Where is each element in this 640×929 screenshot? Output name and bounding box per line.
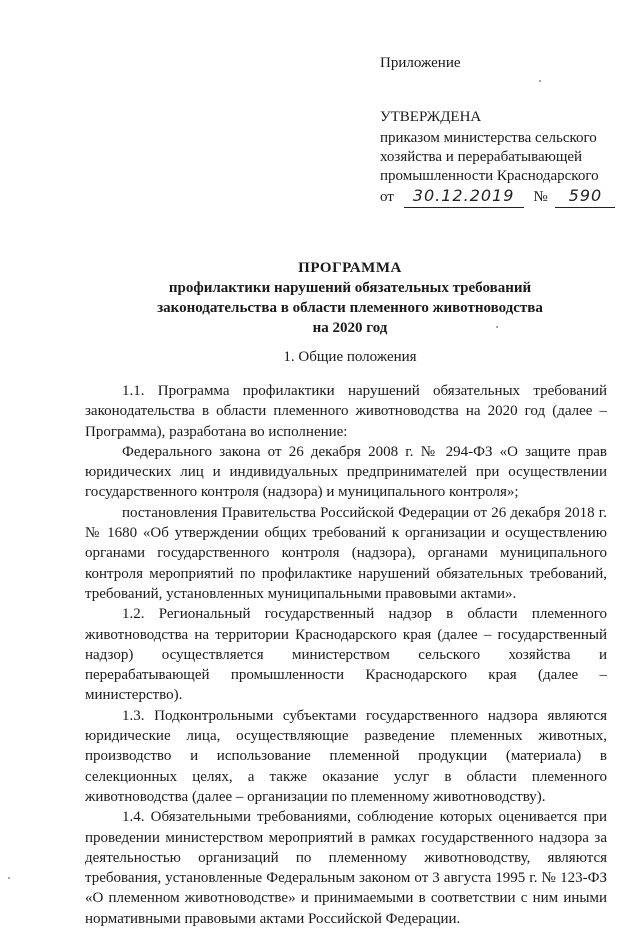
approval-date-line [380,186,620,208]
scan-speck [8,877,10,879]
approval-number [555,186,615,208]
title-line: на 2020 год [312,320,388,336]
title-main: ПРОГРАММА [298,260,402,276]
approval-line: приказом министерства сельского [380,130,597,146]
document-title [60,258,640,338]
handwritten-date: 30.12.2019 [412,186,515,205]
paragraph: 1.3. Подконтрольными субъектами государственного надзора являются юридические лица, осуществляющие разведение племенных животных, производство и использование племенной продукции (материала) в селекционных целях, а также оказание услуг в области племенного животноводства (далее – организации по племенному животноводству). [85,707,607,805]
scan-speck [496,326,498,328]
approval-block [380,108,620,208]
approval-line: хозяйства и перерабатывающей [380,149,583,165]
paragraph: 1.4. Обязательными требованиями, соблюдение которых оценивается при проведении министерством мероприятий в рамках государственного надзора за деятельностью организаций по племенному животноводству, являются требования, установленные Федеральным законом от 3 августа 1995 г. № 123-ФЗ «О племенном животноводстве» и принимаемыми в соответствии с ним иными нормативными правовыми актами Российской Федерации. [85,809,607,927]
approved-label: УТВЕРЖДЕНА [380,109,482,125]
paragraph: 1.2. Региональный государственный надзор в области племенного животноводства на территории Краснодарского края (далее – государственный надзор) осуществляется министерством сельского хозяйства и перерабатывающей промышленности Краснодарского края (далее – министерство). [85,606,607,704]
from-label: от [380,189,394,205]
title-line: профилактики нарушений обязательных требований [168,280,532,296]
appendix-label: Приложение [380,55,461,71]
approval-date [404,186,524,208]
section-heading: 1. Общие положения [283,349,417,365]
paragraph: Федерального закона от 26 декабря 2008 г. № 294-ФЗ «О защите прав юридических лиц и индивидуальных предпринимателей при осуществлении государственного контроля (надзора) и муниципального контроля»; [85,443,607,501]
approval-line: промышленности Краснодарского [380,168,599,184]
title-line: законодательства в области племенного животноводства [157,300,543,316]
document-body [85,381,607,929]
scan-speck [539,80,541,82]
handwritten-number: 590 [568,186,603,205]
number-label: № [533,189,548,205]
paragraph: постановления Правительства Российской Федерации от 26 декабря 2018 г. № 1680 «Об утверждении общих требований к организации и осуществлению органами государственного контроля (надзора), органами муниципального контроля мероприятий по профилактике нарушений обязательных требований, требований, установленных муниципальными правовыми актами». [85,504,607,602]
paragraph: 1.1. Программа профилактики нарушений обязательных требований законодательства в области племенного животноводства на 2020 год (далее – Программа), разработана во исполнение: [85,383,607,440]
